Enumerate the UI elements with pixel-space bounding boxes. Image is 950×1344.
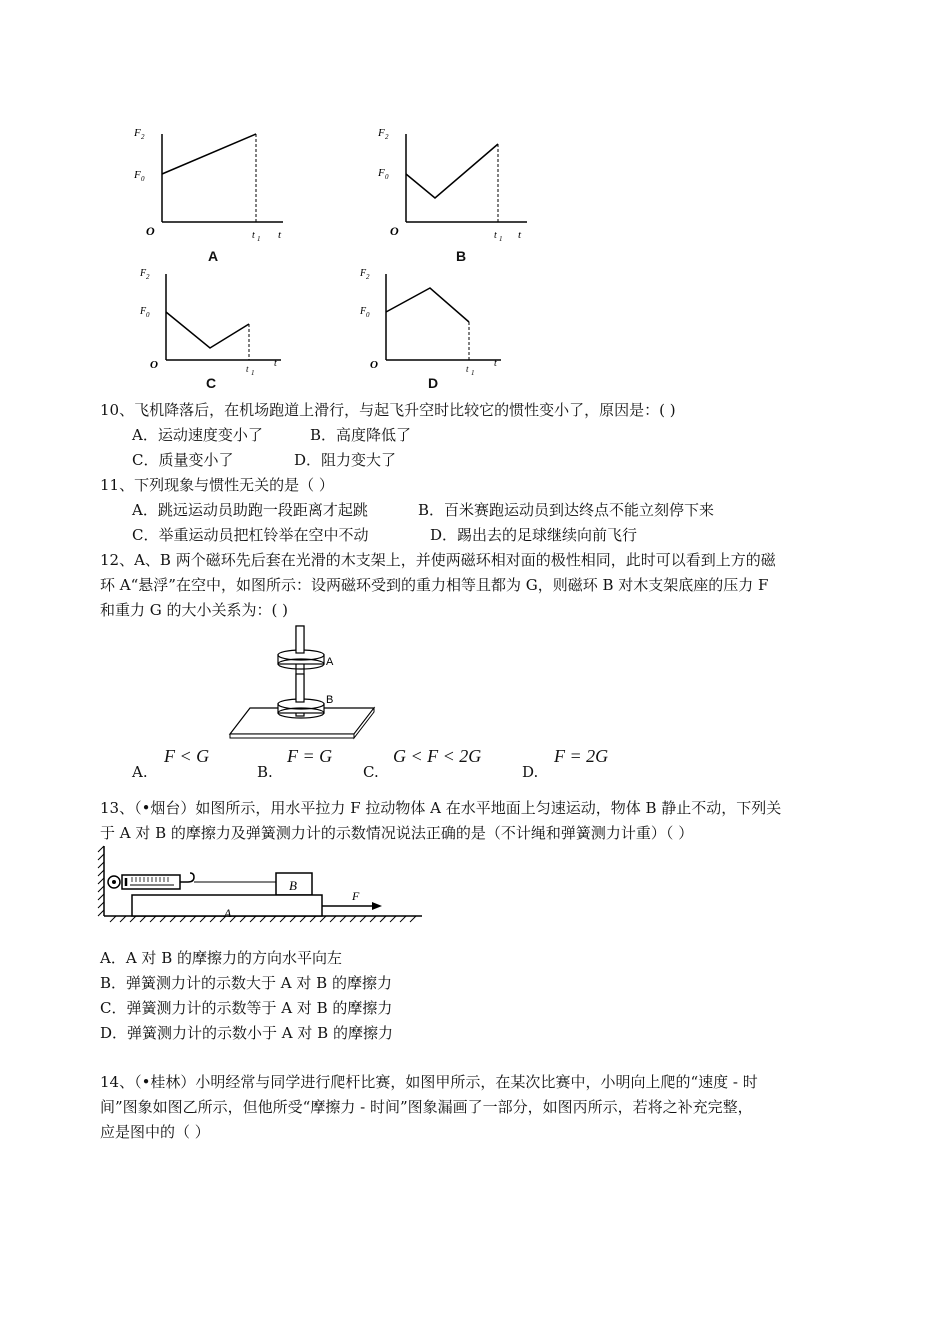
graph-c xyxy=(136,262,296,397)
axis-y-sub: 2 xyxy=(141,133,145,141)
graph-d xyxy=(356,262,516,397)
q12-option-a-letter: A. xyxy=(132,763,148,781)
graph-label-d: D xyxy=(428,375,439,391)
f0-sub: 0 xyxy=(141,175,145,183)
q12-line-2: 环 A“悬浮”在空中，如图所示：设两磁环受到的重力相等且都为 G，则磁环 B 对木支架底座的压力 F xyxy=(100,576,769,594)
q13-option-b: B．弹簧测力计的示数大于 A 对 B 的摩擦力 xyxy=(100,974,392,992)
f0-label: F xyxy=(378,167,385,179)
q12-formula-a: F < G xyxy=(164,746,210,766)
f0-label: F xyxy=(140,306,147,317)
q12-line-1: 12、A、B 两个磁环先后套在光滑的木支架上，并使两磁环相对面的极性相同，此时可以看到上方的磁 xyxy=(100,551,776,569)
q11-option-b: B．百米赛跑运动员到达终点不能立刻停下来 xyxy=(418,501,715,519)
t1-label: t xyxy=(246,364,249,374)
magnet-rings-svg xyxy=(226,622,386,742)
axis-x-label: t xyxy=(494,358,497,369)
graph-b xyxy=(372,122,542,272)
q14-line-3: 应是图中的（ ） xyxy=(100,1123,210,1141)
origin-label: O xyxy=(146,224,155,238)
t1-label: t xyxy=(494,230,497,241)
axis-y-label: F xyxy=(360,268,367,279)
t1-label: t xyxy=(466,364,469,374)
t1-label: t xyxy=(252,230,255,241)
f0-sub: 0 xyxy=(146,311,150,319)
graph-label-a: A xyxy=(208,248,219,264)
block-b-label: B xyxy=(289,878,297,893)
axis-x-label: t xyxy=(274,358,277,369)
axis-y-label: F xyxy=(134,127,141,139)
graph-label-c: C xyxy=(206,375,217,391)
axis-y-label: F xyxy=(140,268,147,279)
q13-option-c: C．弹簧测力计的示数等于 A 对 B 的摩擦力 xyxy=(100,999,393,1017)
q11-option-d: D．踢出去的足球继续向前飞行 xyxy=(430,526,638,544)
q10-stem: 10、飞机降落后，在机场跑道上滑行，与起飞升空时比较它的惯性变小了，原因是：( ) xyxy=(100,401,676,419)
q11-option-a: A．跳远运动员助跑一段距离才起跳 xyxy=(132,501,368,519)
f0-sub: 0 xyxy=(366,311,370,319)
q12-formula-b: F = G xyxy=(287,746,333,766)
axis-y-sub: 2 xyxy=(366,273,370,281)
q14-line-1: 14、（•桂林）小明经常与同学进行爬杆比赛，如图甲所示，在某次比赛中，小明向上爬的“速度 - 时 xyxy=(100,1073,758,1091)
plate-a-label: A xyxy=(224,906,232,920)
t1-sub: 1 xyxy=(257,235,261,243)
q11-option-c: C．举重运动员把杠铃举在空中不动 xyxy=(132,526,369,544)
t1-sub: 1 xyxy=(471,369,475,377)
origin-label: O xyxy=(390,224,399,238)
axis-y-label: F xyxy=(378,127,385,139)
q11-stem: 11、下列现象与惯性无关的是（ ） xyxy=(100,476,334,494)
ring-b-label: B xyxy=(326,694,334,706)
axis-y-sub: 2 xyxy=(385,133,389,141)
ring-a-label: A xyxy=(326,656,334,668)
q12-option-d-letter: D. xyxy=(522,763,539,781)
graph-label-b: B xyxy=(456,248,467,264)
f0-label: F xyxy=(360,306,367,317)
f0-sub: 0 xyxy=(385,173,389,181)
q13-line-2: 于 A 对 B 的摩擦力及弹簧测力计的示数情况说法正确的是（不计绳和弹簧测力计重）（ ） xyxy=(100,824,694,842)
q12-option-c-letter: C. xyxy=(363,763,379,781)
origin-label: O xyxy=(370,359,378,371)
q10-option-b: B．高度降低了 xyxy=(310,426,412,444)
q13-option-a: A．A 对 B 的摩擦力的方向水平向左 xyxy=(100,949,342,967)
q12-formula-d: F = 2G xyxy=(554,746,609,766)
spring-scale-figure xyxy=(96,842,426,924)
spring-scale-svg xyxy=(96,842,426,924)
axis-y-sub: 2 xyxy=(146,273,150,281)
force-f-label: F xyxy=(352,889,360,903)
axis-x-label: t xyxy=(518,229,522,241)
q12-formula-c: G < F < 2G xyxy=(393,746,482,766)
q14-line-2: 间”图象如图乙所示，但他所受“摩擦力 - 时间”图象漏画了一部分，如图丙所示，若将之补充完整， xyxy=(100,1098,753,1116)
q10-option-d: D．阻力变大了 xyxy=(294,451,397,469)
q12-line-3: 和重力 G 的大小关系为：( ) xyxy=(100,601,288,619)
q12-option-b-letter: B. xyxy=(257,763,273,781)
magnet-rings-figure xyxy=(226,622,386,742)
q13-line-1: 13、（•烟台）如图所示，用水平拉力 F 拉动物体 A 在水平地面上匀速运动，物体 B 静止不动，下列关 xyxy=(100,799,782,817)
t1-sub: 1 xyxy=(499,235,503,243)
q10-option-c: C．质量变小了 xyxy=(132,451,234,469)
q13-option-d: D．弹簧测力计的示数小于 A 对 B 的摩擦力 xyxy=(100,1024,393,1042)
t1-sub: 1 xyxy=(251,369,255,377)
q10-option-a: A．运动速度变小了 xyxy=(132,426,263,444)
origin-label: O xyxy=(150,359,158,371)
f0-label: F xyxy=(134,169,141,181)
axis-x-label: t xyxy=(278,229,282,241)
graph-a xyxy=(128,122,298,272)
